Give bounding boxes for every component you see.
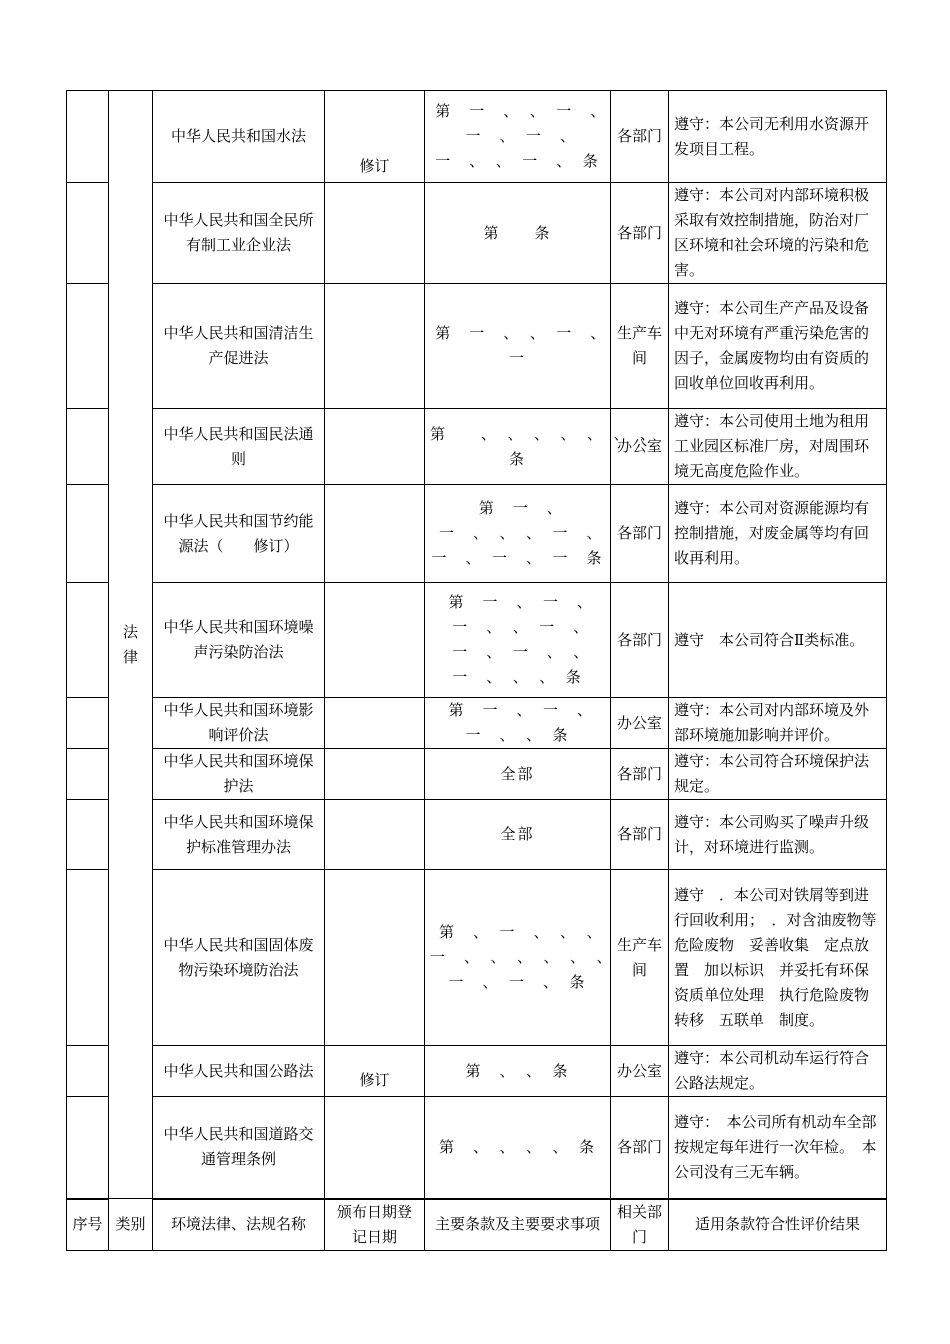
row-seq-cell [67,698,109,749]
table-row [67,409,887,485]
issue-date-cell [325,800,425,870]
regulation-name-cell: 中华人民共和国道路交通管理条例 [153,1097,325,1199]
issue-date-cell [325,409,425,485]
regulation-name-cell: 中华人民共和国水法 [153,91,325,183]
category-cell [109,91,153,1199]
table-header-row [67,1199,887,1251]
department-cell: 各部门 [611,749,669,800]
header-name: 环境法律、法规名称 [153,1199,325,1251]
table-row [67,91,887,183]
department-cell: 各部门 [611,583,669,698]
table-row [67,1097,887,1199]
regulation-name-cell: 中华人民共和国环境保护法 [153,749,325,800]
table-row [67,485,887,583]
compliance-result-cell: 遵守 ．本公司对铁屑等到进行回收利用； ．对含油废物等危险废物 妥善收集 定点放置 加以标识 并妥托有环保资质单位处理 执行危险废物转移 五联单 制度。 [669,870,887,1046]
issue-date-cell [325,183,425,284]
regulation-name-cell: 中华人民共和国全民所有制工业企业法 [153,183,325,284]
clauses-cell: 全部 [425,749,611,800]
header-clauses: 主要条款及主要要求事项 [425,1199,611,1251]
compliance-result-cell: 遵守：本公司机动车运行符合公路法规定。 [669,1046,887,1097]
row-seq-cell [67,91,109,183]
row-seq-cell [67,284,109,409]
clauses-cell: 第 一 、 、 一 、 一 [425,284,611,409]
department-cell: 办公室 [611,1046,669,1097]
table-row [67,183,887,284]
department-cell: 各部门 [611,800,669,870]
row-seq-cell [67,870,109,1046]
regulation-compliance-table [66,90,886,1244]
issue-date-cell [325,485,425,583]
regulation-name-cell: 中华人民共和国公路法 [153,1046,325,1097]
compliance-result-cell: 遵守：本公司生产产品及设备中无对环境有严重污染危害的因子，金属废物均由有资质的回收单位回收再利用。 [669,284,887,409]
clauses-cell: 第 、 、 条 [425,1046,611,1097]
row-seq-cell [67,409,109,485]
table-row [67,1046,887,1097]
compliance-result-cell: 遵守 本公司符合Ⅱ类标准。 [669,583,887,698]
issue-date-cell [325,698,425,749]
compliance-result-cell: 遵守：本公司符合环境保护法规定。 [669,749,887,800]
regulation-name-cell: 中华人民共和国环境噪声污染防治法 [153,583,325,698]
department-cell: 生产车间 [611,870,669,1046]
department-cell: 生产车间 [611,284,669,409]
clauses-cell: 第 一 、 一 、 、 、 一 、 一 、 一 、 一 条 [425,485,611,583]
compliance-result-cell: 遵守： 本公司所有机动车全部按规定每年进行一次年检。 本公司没有三无车辆。 [669,1097,887,1199]
row-seq-cell [67,1046,109,1097]
header-seq: 序号 [67,1199,109,1251]
header-result: 适用条款符合性评价结果 [669,1199,887,1251]
compliance-result-cell: 遵守：本公司对资源能源均有控制措施，对废金属等均有回收再利用。 [669,485,887,583]
regulation-name-cell: 中华人民共和国固体废物污染环境防治法 [153,870,325,1046]
department-cell: 各部门 [611,183,669,284]
regulation-name-cell: 中华人民共和国环境影响评价法 [153,698,325,749]
department-cell: 各部门 [611,1097,669,1199]
clauses-cell: 全部 [425,800,611,870]
regulation-name-cell: 中华人民共和国节约能源法（ 修订） [153,485,325,583]
compliance-result-cell: 遵守：本公司无利用水资源开发项目工程。 [669,91,887,183]
clauses-cell: 第 一 、 一 、 一 、 、 一 、 一 、 一 、 、 一 、 、 、 条 [425,583,611,698]
row-seq-cell [67,183,109,284]
regulation-name-cell: 中华人民共和国民法通则 [153,409,325,485]
regulation-name-cell: 中华人民共和国清洁生产促进法 [153,284,325,409]
table-row [67,870,887,1046]
table-row [67,800,887,870]
issue-date-cell [325,870,425,1046]
issue-date-cell [325,583,425,698]
department-cell: 各部门 [611,91,669,183]
clauses-cell: 第 、 、 、 、 条 [425,1097,611,1199]
clauses-cell: 第 、 、 、 、 、 、 、 条 [425,409,611,485]
category-label: 法律 [122,622,138,666]
compliance-result-cell: 遵守：本公司对内部环境及外部环境施加影响并评价。 [669,698,887,749]
table-row [67,698,887,749]
table-row [67,583,887,698]
row-seq-cell [67,485,109,583]
clauses-cell: 第 一 、 一 、 一 、 、 条 [425,698,611,749]
header-dept: 相关部门 [611,1199,669,1251]
compliance-result-cell: 遵守：本公司对内部环境积极采取有效控制措施，防治对厂区环境和社会环境的污染和危害。 [669,183,887,284]
compliance-result-cell: 遵守：本公司购买了噪声升级计，对环境进行监测。 [669,800,887,870]
row-seq-cell [67,583,109,698]
issue-date-cell: 修订 [325,1046,425,1097]
compliance-result-cell: 遵守：本公司使用土地为租用工业园区标准厂房，对周围环境无高度危险作业。 [669,409,887,485]
issue-date-cell: 修订 [325,91,425,183]
header-category: 类别 [109,1199,153,1251]
issue-date-cell [325,749,425,800]
clauses-cell: 第 条 [425,183,611,284]
issue-date-cell [325,1097,425,1199]
department-cell: 各部门 [611,485,669,583]
row-seq-cell [67,1097,109,1199]
department-cell: 办公室 [611,698,669,749]
table-row [67,284,887,409]
regulation-name-cell: 中华人民共和国环境保护标准管理办法 [153,800,325,870]
row-seq-cell [67,749,109,800]
table-row [67,749,887,800]
issue-date-cell [325,284,425,409]
header-date: 颁布日期登记日期 [325,1199,425,1251]
department-cell: 办公室 [611,409,669,485]
row-seq-cell [67,800,109,870]
clauses-cell: 第 一 、 、 一 、 一 、 一 、 一 、 、 一 、 条 [425,91,611,183]
clauses-cell: 第 、 一 、 、 、 一 、 、 、 、 、 、 一 、 一 、 条 [425,870,611,1046]
